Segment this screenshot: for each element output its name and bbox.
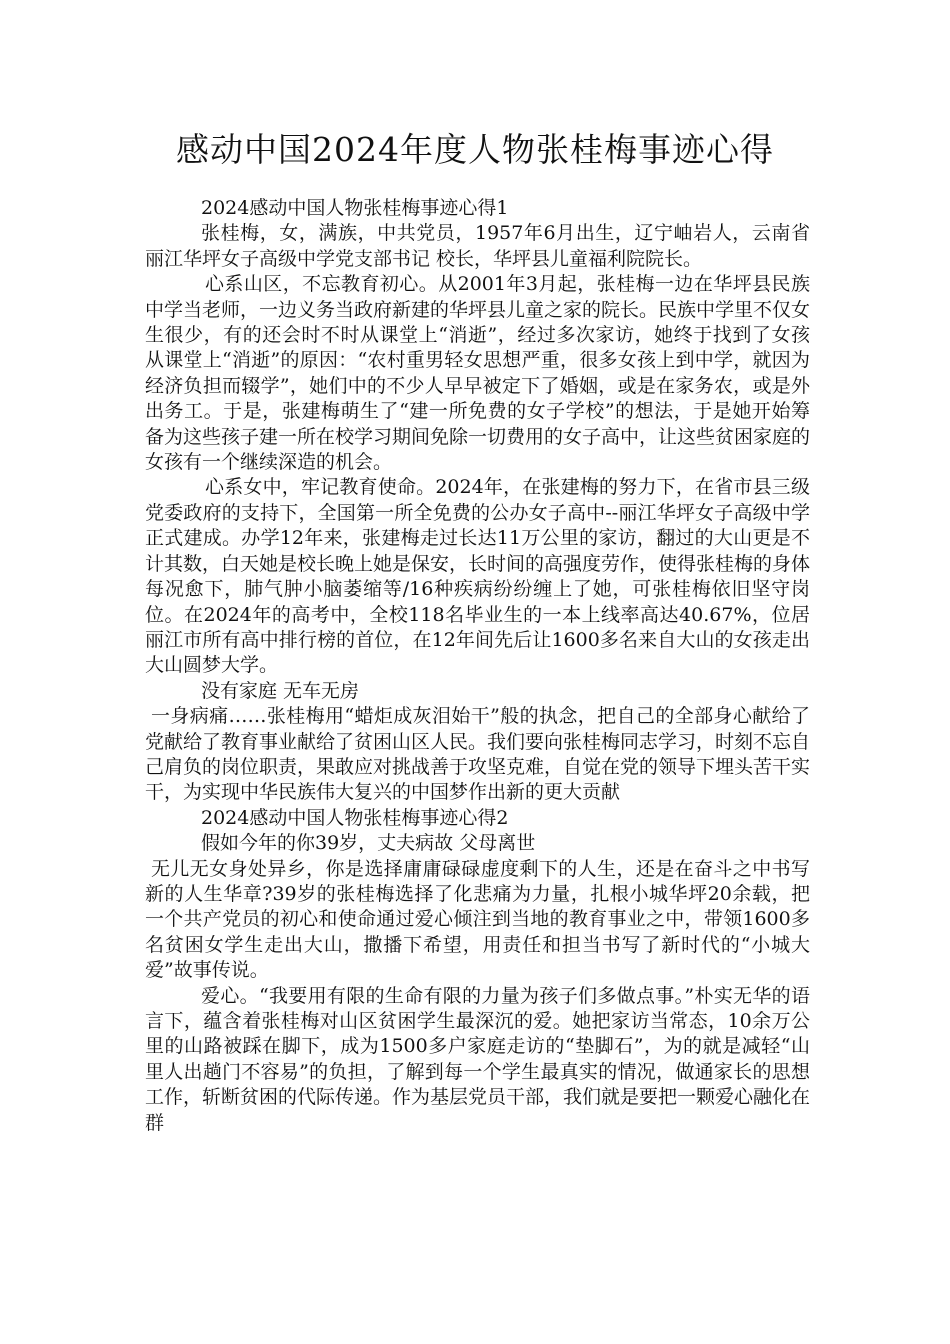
paragraph: 心系女中，牢记教育使命。2024年，在张建梅的努力下，在省市县三级党委政府的支持下，全国第一所全免费的公办女子高中--丽江华坪女子高级中学正式建成。办学12年来，张建梅走过长达11万公里的家访，翻过的大山更是不计其数，白天她是校长晚上她是保安，长时间的高强度劳作，使得张桂梅的身体每况愈下，肺气肿小脑萎缩等/16种疾病纷纷缠上了她，可张桂梅依旧坚守岗位。在2024年的高考中，全校118名毕业生的一本上线率高达40.67%，位居丽江市所有高中排行榜的首位，在12年间先后让1600多名来自大山的女孩走出大山圆梦大学。: [145, 476, 811, 677]
paragraph: 张桂梅，女，满族，中共党员，1957年6月出生，辽宁岫岩人，云南省丽江华坪女子高级中学党支部书记 校长，华坪县儿童福利院院长。: [145, 222, 810, 270]
paragraph: 没有家庭 无车无房: [201, 679, 360, 702]
document-body: [145, 196, 810, 1136]
paragraph: 假如今年的你39岁，丈夫病故 父母离世: [201, 832, 536, 855]
document-title: 感动中国2024年度人物张桂梅事迹心得: [176, 130, 774, 169]
paragraph: 心系山区，不忘教育初心。从2001年3月起，张桂梅一边在华坪县民族中学当老师，一边义务当政府新建的华坪县儿童之家的院长。民族中学里不仅女生很少，有的还会时不时从课堂上“消逝”，经过多次家访，她终于找到了女孩从课堂上“消逝”的原因：“农村重男轻女思想严重，很多女孩上到中学，就因为经济负担而辍学”，她们中的不少人早早被定下了婚姻，或是在家务农，或是外出务工。于是，张建梅萌生了“建一所免费的女子学校”的想法，于是她开始筹备为这些孩子建一所在校学习期间免除一切费用的女子高中，让这些贫困家庭的女孩有一个继续深造的机会。: [145, 273, 811, 474]
paragraph: 无儿无女身处异乡，你是选择庸庸碌碌虚度剩下的人生，还是在奋斗之中书写新的人生华章?39岁的张桂梅选择了化悲痛为力量，扎根小城华坪20余载，把一个共产党员的初心和使命通过爱心倾注到当地的教育事业之中，带领1600多名贫困女学生走出大山，撒播下希望，用责任和担当书写了新时代的“小城大爱”故事传说。: [145, 857, 810, 982]
section-heading-2: 2024感动中国人物张桂梅事迹心得2: [201, 806, 509, 829]
paragraph: 爱心。“我要用有限的生命有限的力量为孩子们多做点事。”朴实无华的语言下，蕴含着张桂梅对山区贫困学生最深沉的爱。她把家访当常态，10余万公里的山路被踩在脚下，成为1500多户家庭走访的“垫脚石”，为的就是减轻“山里人出趟门不容易”的负担，了解到每一个学生最真实的情况，做通家长的思想工作，斩断贫困的代际传递。作为基层党员干部，我们就是要把一颗爱心融化在群: [145, 984, 811, 1134]
paragraph: 一身病痛……张桂梅用“蜡炬成灰泪始干”般的执念，把自己的全部身心献给了党献给了教育事业献给了贫困山区人民。我们要向张桂梅同志学习，时刻不忘自己肩负的岗位职责，果敢应对挑战善于攻坚克难，自觉在党的领导下埋头苦干实干，为实现中华民族伟大复兴的中国梦作出新的更大贡献: [145, 705, 811, 804]
section-heading-1: 2024感动中国人物张桂梅事迹心得1: [201, 197, 509, 219]
